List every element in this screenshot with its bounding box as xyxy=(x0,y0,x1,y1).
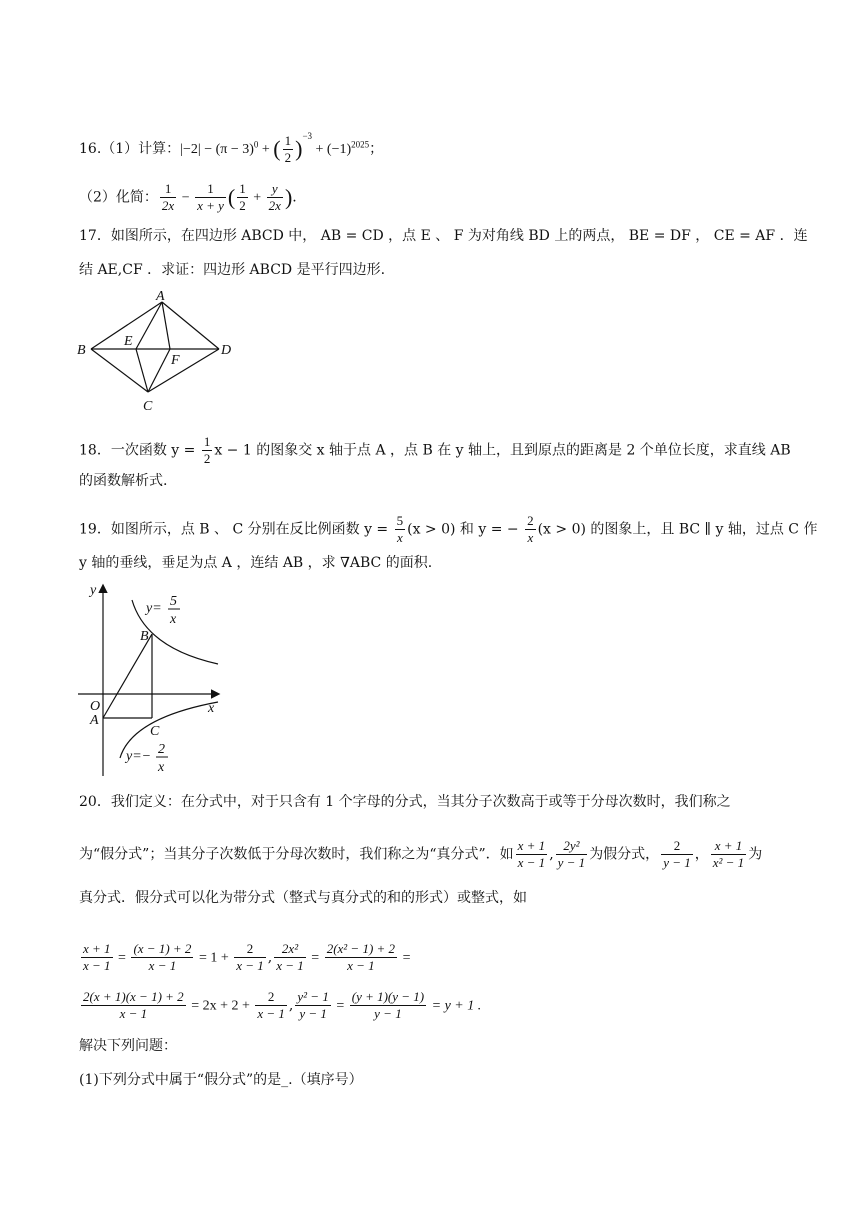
q19-label-y: y xyxy=(90,583,97,598)
q16-half-den: 2 xyxy=(284,149,292,165)
q16-half xyxy=(283,133,294,166)
q19-line1-a: 19．如图所示，点 B 、 C 分别在反比例函数 y = xyxy=(79,521,393,538)
q20-e3 xyxy=(661,838,693,871)
q20-e1-den: x − 1 xyxy=(517,855,546,870)
q20-e2-den: y − 1 xyxy=(557,855,586,870)
q20-e4 xyxy=(711,838,746,871)
q20-eq1: = xyxy=(114,950,130,966)
q19-curve2-prefix: y=− xyxy=(126,749,152,764)
q16-half-num: 1 xyxy=(284,132,292,148)
q20-ex3-den: x − 1 xyxy=(236,958,264,973)
q19-label-c: C xyxy=(150,724,160,739)
q19-curve1-num: 5 xyxy=(170,594,177,609)
q16-f2 xyxy=(195,181,226,214)
q19-label-b: B xyxy=(140,629,149,644)
q19-line1-b: (x > 0) 和 y = − xyxy=(407,521,524,538)
q18-frac-den: 2 xyxy=(203,451,211,466)
q16-exp-m3: −3 xyxy=(302,131,313,141)
q16-f3-num: 1 xyxy=(239,181,246,196)
q20-line2-a: 为“假分式”；当其分子次数低于分母次数时，我们称之为“真分式”．如 xyxy=(79,846,514,863)
q16-f1 xyxy=(160,181,176,214)
q17-edge-cb xyxy=(91,349,148,392)
q20-ex8 xyxy=(295,989,330,1022)
q19-f2-den: x xyxy=(527,530,534,545)
q18-line1-a: 18．一次函数 y = xyxy=(79,442,200,459)
q19-line2: y 轴的垂线，垂足为点 A ，连结 AB ，求 ∇ABC 的面积. xyxy=(79,555,433,571)
q20-ex3 xyxy=(234,941,266,974)
q16-f2-num: 1 xyxy=(195,181,226,198)
q16-lparen: ( xyxy=(273,136,281,161)
q16-part1-label: （1）计算： xyxy=(101,141,181,157)
q20-ex3-a: = 1 + xyxy=(195,950,233,966)
q16-part2-label: （2）化简： xyxy=(79,189,158,206)
q17-line2: 结 AE,CF ．求证：四边形 ABCD 是平行四边形. xyxy=(79,262,386,278)
q20-ex5-num: 2(x² − 1) + 2 xyxy=(326,941,396,956)
q18-frac xyxy=(202,434,213,467)
q20-e3-den: y − 1 xyxy=(663,855,691,870)
q17-seg-ae xyxy=(136,302,162,349)
q19-line1-c: (x > 0) 的图象上，且 BC ∥ y 轴，过点 C 作 xyxy=(537,521,818,538)
q20-ex7-a: = 2x + 2 + xyxy=(187,998,254,1014)
q20-solve-heading: 解决下列问题： xyxy=(79,1038,177,1054)
q19-label-o: O xyxy=(90,699,101,714)
q20-e1 xyxy=(516,838,548,871)
q16-part1-end: ； xyxy=(369,141,384,157)
q20-line3: 真分式．假分式可以化为带分式（整式与真分式的和的形式）或整式，如 xyxy=(79,890,527,906)
q18-frac-num: 1 xyxy=(203,434,211,449)
q19-f1 xyxy=(395,513,406,546)
q20-ex2 xyxy=(131,941,193,974)
q20-ex5-end: = xyxy=(399,950,411,966)
q20-e4-num: x + 1 xyxy=(711,838,746,855)
q17-edge-ad xyxy=(162,302,219,349)
q19-label-a: A xyxy=(90,713,99,728)
q20-e3-num: 2 xyxy=(661,838,693,855)
q20-ex6-num: 2(x + 1)(x − 1) + 2 xyxy=(83,989,184,1004)
q16-part2 xyxy=(79,181,297,214)
q17-label-d: D xyxy=(221,343,232,358)
q19-f1-den: x xyxy=(396,530,403,545)
q19-label-x: x xyxy=(208,701,215,716)
q16-f3 xyxy=(237,181,248,214)
q20-line1: 20．我们定义：在分式中，对于只含有 1 个字母的分式，当其分子次数高于或等于分母次数时，我们称之 xyxy=(79,794,731,810)
q20-example-line1 xyxy=(79,941,410,974)
q20-comma2: , xyxy=(267,949,273,966)
q20-ex6 xyxy=(81,989,186,1022)
q17-label-a: A xyxy=(156,289,165,304)
q20-ex5-den: x − 1 xyxy=(347,958,375,973)
q20-comma: , xyxy=(549,846,554,863)
q20-line2-c: 为 xyxy=(748,846,763,863)
q20-ex6-den: x − 1 xyxy=(119,1006,148,1021)
q20-ex1-den: x − 1 xyxy=(83,958,111,973)
q20-e4-den: x² − 1 xyxy=(712,855,745,870)
q16-minus: − xyxy=(178,190,194,206)
q20-ex7-den: x − 1 xyxy=(257,1006,285,1021)
q17-label-c: C xyxy=(143,399,153,414)
q16-exp-2025: 2025 xyxy=(351,139,370,150)
q17-label-e: E xyxy=(124,334,133,349)
q19-seg-ab xyxy=(103,634,152,718)
q18-line1 xyxy=(79,434,791,467)
q17-label-f: F xyxy=(171,353,180,368)
q16-exp0: 0 xyxy=(253,139,259,150)
q16-f4 xyxy=(267,181,283,214)
q17-label-b: B xyxy=(77,343,86,358)
q17-seg-af xyxy=(162,302,170,349)
q16-rparen2: ) xyxy=(284,184,293,210)
q16-f2-den: x + y xyxy=(197,198,224,213)
q16-lparen2: ( xyxy=(227,184,236,210)
q20-ex4 xyxy=(274,941,306,974)
q19-f1-num: 5 xyxy=(396,513,404,528)
q16-part1 xyxy=(79,126,383,166)
q16-f3-den: 2 xyxy=(239,198,246,213)
q16-f4-num: y xyxy=(267,181,283,198)
q20-ex8-num: y² − 1 xyxy=(297,989,329,1004)
q20-line2-b: 为假分式， xyxy=(589,846,660,863)
q20-ex4-num: 2x² xyxy=(274,941,306,958)
q20-ex5 xyxy=(325,941,397,974)
q20-ex3-num: 2 xyxy=(234,941,266,958)
q20-e2-num: 2y² xyxy=(556,838,588,855)
q20-ex9-den: y − 1 xyxy=(374,1006,402,1021)
q20-ex4-den: x − 1 xyxy=(276,958,304,973)
q20-ex7-num: 2 xyxy=(255,989,287,1006)
q18-line2: 的函数解析式. xyxy=(79,473,168,489)
q16-rparen: ) xyxy=(295,136,303,161)
q20-ex9-num: (y + 1)(y − 1) xyxy=(351,989,425,1004)
q17-figure xyxy=(74,288,244,414)
q20-line2 xyxy=(79,838,762,871)
q20-comma3: , xyxy=(288,997,294,1014)
q19-graph xyxy=(74,578,226,780)
q19-curve2-num: 2 xyxy=(158,742,165,757)
q20-sep: ， xyxy=(694,846,709,863)
q18-line1-b: x − 1 的图象交 x 轴于点 A ，点 B 在 y 轴上，且到原点的距离是 2 个单位长度，求直线 AB xyxy=(214,442,791,459)
q17-seg-ec xyxy=(136,349,148,392)
q19-curve2-den: x xyxy=(158,760,165,775)
q20-ex1 xyxy=(81,941,113,974)
q20-sub1: (1)下列分式中属于“假分式”的是_.（填序号） xyxy=(79,1072,363,1088)
q19-f2-num: 2 xyxy=(527,513,534,528)
q20-ex7 xyxy=(255,989,287,1022)
q16-number: 16. xyxy=(79,141,102,157)
q16-plus: + xyxy=(258,142,274,157)
q19-line1 xyxy=(79,513,817,546)
q20-ex9 xyxy=(350,989,426,1022)
q20-ex8-den: y − 1 xyxy=(299,1006,327,1021)
q16-plus2: + xyxy=(249,190,265,206)
q20-ex2-num: (x − 1) + 2 xyxy=(133,941,192,956)
q17-line1: 17．如图所示，在四边形 ABCD 中， AB = CD ，点 E 、 F 为对角线 BD 上的两点， BE = DF ， CE = AF ．连 xyxy=(79,228,808,244)
q16-expr-b: + (−1) xyxy=(312,142,352,157)
q19-curve1-den: x xyxy=(170,612,177,627)
q20-e2 xyxy=(556,838,588,871)
q19-curve1-prefix: y= xyxy=(146,601,162,616)
q20-example-line2 xyxy=(79,989,481,1022)
q19-f2 xyxy=(525,513,536,546)
q16-f1-num: 1 xyxy=(160,181,176,198)
q16-f1-den: 2x xyxy=(161,198,175,213)
q20-ex10: = y + 1 . xyxy=(428,998,482,1014)
q20-ex2-den: x − 1 xyxy=(148,958,177,973)
q20-eq2: = xyxy=(307,950,323,966)
q20-e1-num: x + 1 xyxy=(517,838,546,853)
q16-expr-a: |−2| − (π − 3) xyxy=(180,142,254,157)
q20-eq3: = xyxy=(332,998,348,1014)
q16-f4-den: 2x xyxy=(268,198,281,213)
q20-ex1-num: x + 1 xyxy=(83,941,111,956)
q16-part2-end: . xyxy=(292,189,297,206)
